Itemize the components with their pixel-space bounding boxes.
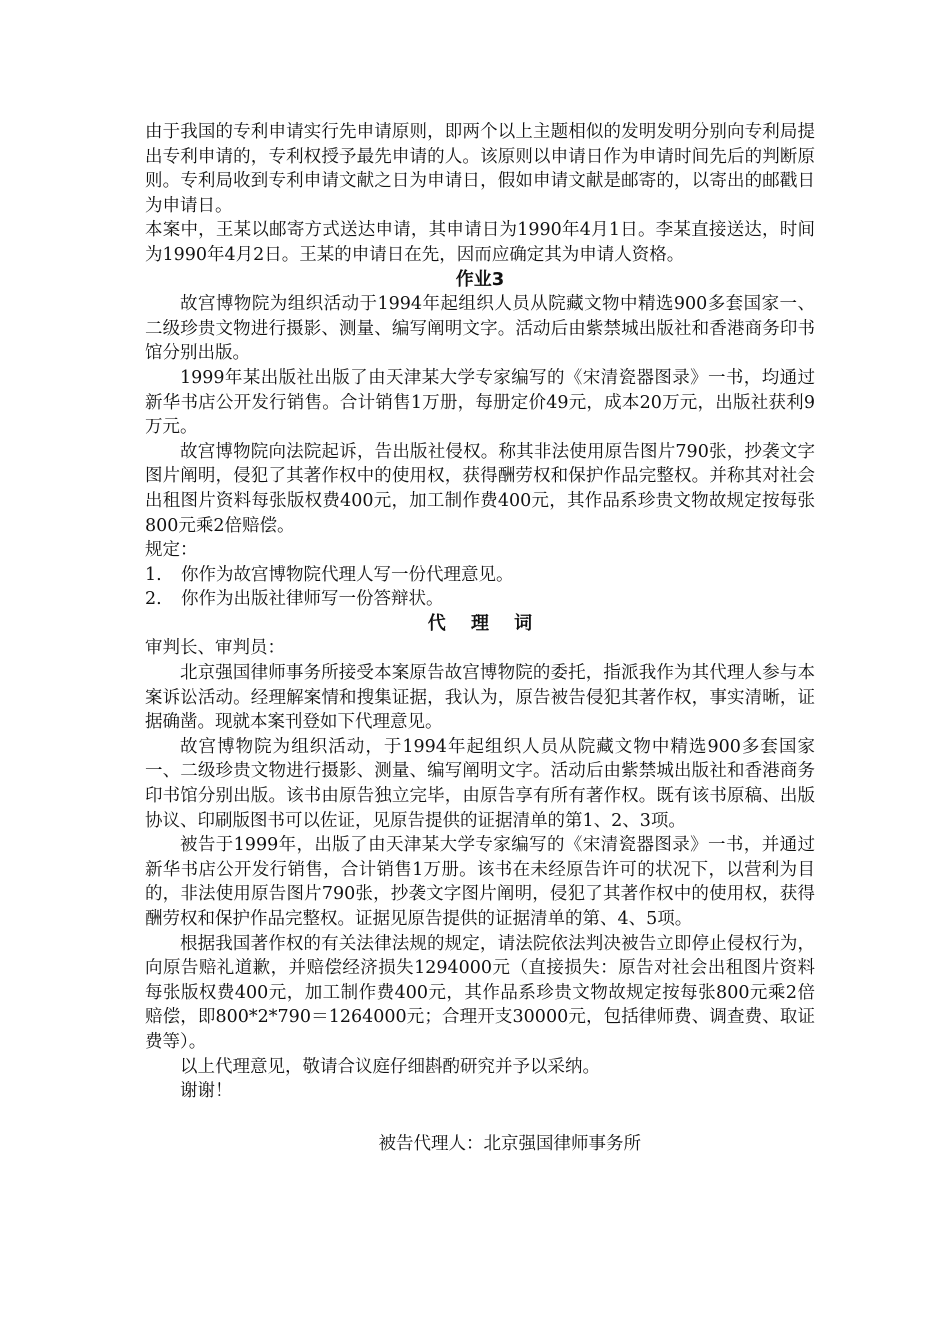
- hw3-paragraph-1: 故宫博物院为组织活动于1994年起组织人员从院藏文物中精选900多套国家一、二级珍贵文物进行摄影、测量、编写阐明文字。活动后由紫禁城出版社和香港商务印书馆分别出版。: [145, 294, 815, 364]
- document-page: [145, 120, 815, 1156]
- speech-paragraph-1: 北京强国律师事务所接受本案原告故宫博物院的委托，指派我作为其代理人参与本案诉讼活动。经理解案情和搜集证据，我认为，原告被告侵犯其著作权，事实清晰，证据确凿。现就本案刊登如下代理意见。: [145, 663, 815, 733]
- thanks-line: 谢谢！: [180, 1081, 233, 1102]
- hw3-paragraph-2: 1999年某出版社出版了由天津某大学专家编写的《宋清瓷器图录》一书，均通过新华书店公开发行销售。合计销售1万册，每册定价49元，成本20万元，出版社获利9万元。: [145, 367, 815, 438]
- speech-paragraph-4: 根据我国著作权的有关法律法规的规定，请法院依法判决被告立即停止侵权行为，向原告赔礼道歉，并赔偿经济损失1294000元（直接损失：原告对社会出租图片资料每张版权费400元，加工制作费400元，其作品系珍贵文物故规定按每张800元乘2倍赔偿，即800*2*790＝1264000元；合理开支30000元，包括律师费、调查费、取证费等）。: [145, 933, 815, 1052]
- intro-paragraph-2: 本案中，王某以邮寄方式送达申请，其申请日为1990年4月1日。李某直接送达，时间为1990年4月2日。王某的申请日在先，因而应确定其为申请人资格。: [145, 220, 815, 265]
- agency-speech-title: 代理词: [427, 612, 558, 634]
- requirement-number: 1.: [145, 564, 162, 585]
- homework-3-title: 作业3: [455, 268, 505, 290]
- intro-paragraph-1: 由于我国的专利申请实行先申请原则，即两个以上主题相似的发明发明分别向专利局提出专利申请的，专利权授予最先申请的人。该原则以申请日作为申请时间先后的判断原则。专利局收到专利申请文献之日为申请日，假如申请文献是邮寄的，以寄出的邮戳日为申请日。: [145, 122, 815, 216]
- hw3-paragraph-3: 故宫博物院向法院起诉，告出版社侵权。称其非法使用原告图片790张，抄袭文字图片阐明，侵犯了其著作权中的使用权，获得酬劳权和保护作品完整权。并称其对社会出租图片资料每张版权费400元，加工制作费400元，其作品系珍贵文物故规定按每张800元乘2倍赔偿。: [145, 441, 815, 536]
- salutation: 审判长、审判员：: [145, 638, 285, 659]
- speech-paragraph-3: 被告于1999年，出版了由天津某大学专家编写的《宋清瓷器图录》一书，并通过新华书店公开发行销售，合计销售1万册。该书在未经原告许可的状况下，以营利为目的，非法使用原告图片790张，抄袭文字图片阐明，侵犯了其著作权中的使用权，获得酬劳权和保护作品完整权。证据见原告提供的证据清单的第、4、5项。: [145, 835, 815, 929]
- speech-paragraph-5: 以上代理意见，敬请合议庭仔细斟酌研究并予以采纳。: [180, 1056, 600, 1077]
- signature-line: 被告代理人：北京强国律师事务所: [378, 1133, 641, 1154]
- requirement-text: 你作为故宫博物院代理人写一份代理意见。: [181, 564, 514, 585]
- requirements-label: 规定：: [145, 540, 198, 561]
- requirement-number: 2.: [145, 589, 162, 610]
- speech-paragraph-2: 故宫博物院为组织活动，于1994年起组织人员从院藏文物中精选900多套国家一、二级珍贵文物进行摄影、测量、编写阐明文字。活动后由紫禁城出版社和香港商务印书馆分别出版。该书由原告独立完毕，由原告享有所有著作权。既有该书原稿、出版协议、印刷版图书可以佐证，见原告提供的证据清单的第1、2、3项。: [145, 736, 815, 831]
- requirement-text: 你作为出版社律师写一份答辩状。: [181, 589, 444, 610]
- requirement-item-2: [145, 587, 815, 612]
- requirement-item-1: [145, 563, 815, 588]
